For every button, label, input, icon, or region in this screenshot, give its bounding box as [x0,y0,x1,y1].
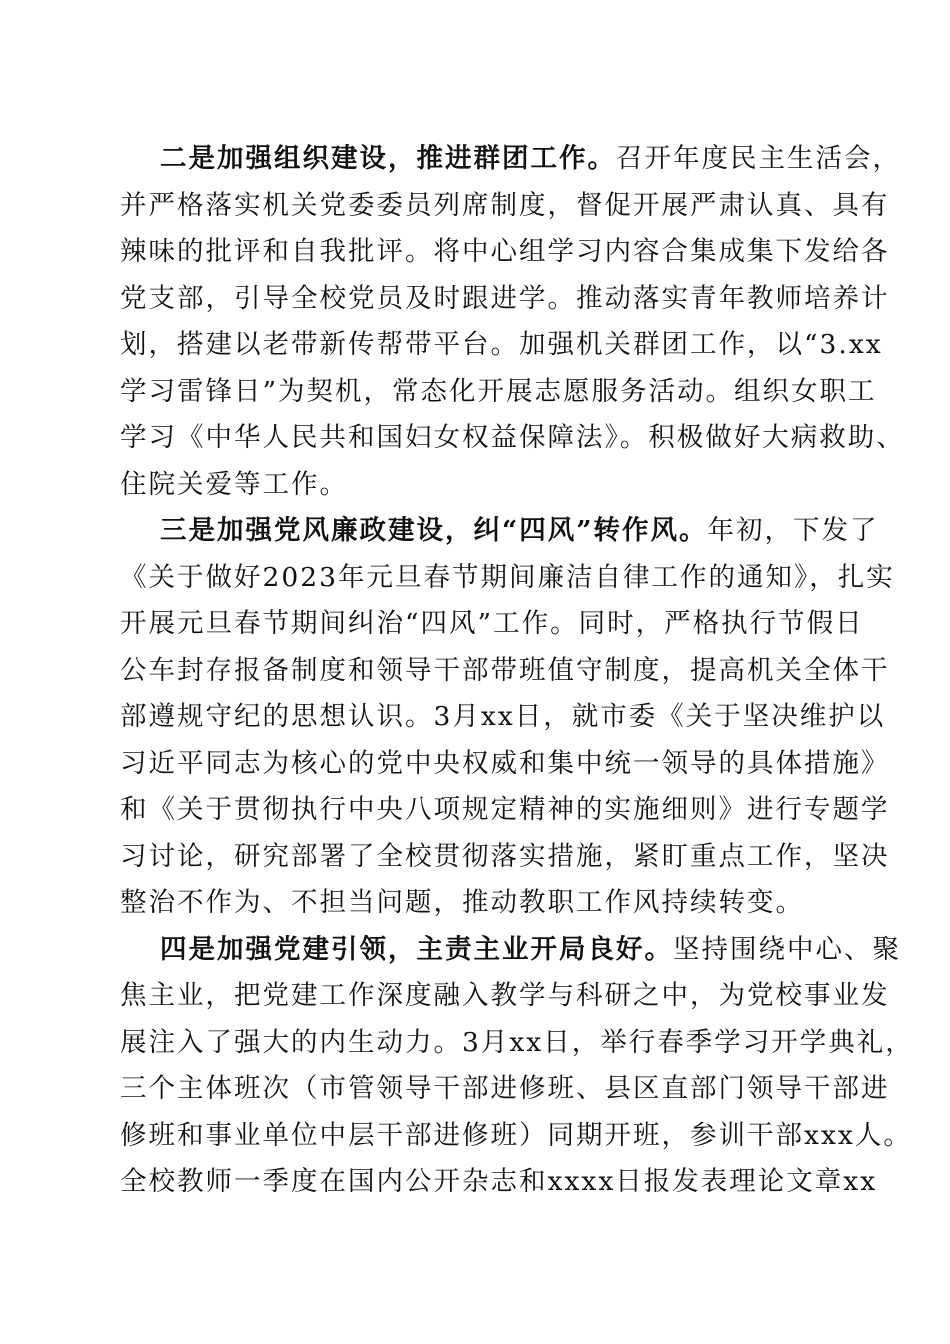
paragraph-3-line-1 [120,508,879,555]
paragraph-4-line-1 [120,927,901,974]
paragraph-2-line-1 [120,136,901,183]
paragraph-3-line-8: 习讨论，研究部署了全校贯彻落实措施，紧盯重点工作，坚决 [120,840,890,872]
paragraph-3-line-3: 开展元旦春节期间纠治“四风”工作。同时，严格执行节假日 [120,608,864,639]
paragraph-4-line-4: 三个主体班次（市管领导干部进修班、县区直部门领导干部进 [120,1073,890,1104]
paragraph-2-line-3: 辣味的批评和自我批评。将中心组学习内容合集成集下发给各 [120,236,890,267]
paragraph-4-line-3: 展注入了强大的内生动力。3月xx日，举行春季学习开学典礼， [120,1026,914,1058]
paragraph-2-line-7: 学习《中华人民共和国妇女权益保障法》。积极做好大病救助、 [120,422,905,453]
paragraph-4-line-6: 全校教师一季度在国内公开杂志和xxxx日报发表理论文章xx [120,1166,878,1197]
paragraph-3-line-6: 习近平同志为核心的党中央权威和集中统一领导的具体措施》 [120,747,890,779]
paragraph-2-lead: 二是加强组织建设，推进群团工作。 [160,143,616,174]
paragraph-2-line-8: 住院关爱等工作。 [120,468,348,500]
document-body [120,136,914,1206]
paragraph-4-lead: 四是加强党建引领，主责主业开局良好。 [160,933,673,965]
paragraph-2-line-4: 党支部，引导全校党员及时跟进学。推动落实青年教师培养计 [120,282,890,314]
paragraph-3-lead: 三是加强党风廉政建设，纠“四风”转作风。 [160,515,708,546]
paragraph-2-line-5: 划，搭建以老带新传帮带平台。加强机关群团工作，以“3.xx [120,329,883,360]
paragraph-4-line-2: 焦主业，把党建工作深度融入教学与科研之中，为党校事业发 [120,980,890,1011]
paragraph-3-line-9: 整治不作为、不担当问题，推动教职工作风持续转变。 [120,887,804,918]
paragraph-2-text: 召开年度民主生活会， [616,143,901,174]
paragraph-2-line-6: 学习雷锋日”为契机，常态化开展志愿服务活动。组织女职工 [120,375,877,407]
paragraph-3-text: 年初，下发了 [707,515,879,546]
paragraph-3-line-2: 《关于做好2023年元旦春节期间廉洁自律工作的通知》，扎实 [120,561,895,593]
paragraph-4-line-5: 修班和事业单位中层干部进修班）同期开班，参训干部xxx人。 [120,1119,912,1151]
paragraph-2-line-2: 并严格落实机关党委委员列席制度，督促开展严肃认真、具有 [120,189,890,221]
paragraph-3-line-7: 和《关于贯彻执行中央八项规定精神的实施细则》进行专题学 [120,794,890,825]
paragraph-3-line-4: 公车封存报备制度和领导干部带班值守制度，提高机关全体干 [120,654,890,686]
paragraph-4-text: 坚持围绕中心、聚 [673,933,901,965]
paragraph-3-line-5: 部遵规守纪的思想认识。3月xx日，就市委《关于坚决维护以 [120,701,886,732]
